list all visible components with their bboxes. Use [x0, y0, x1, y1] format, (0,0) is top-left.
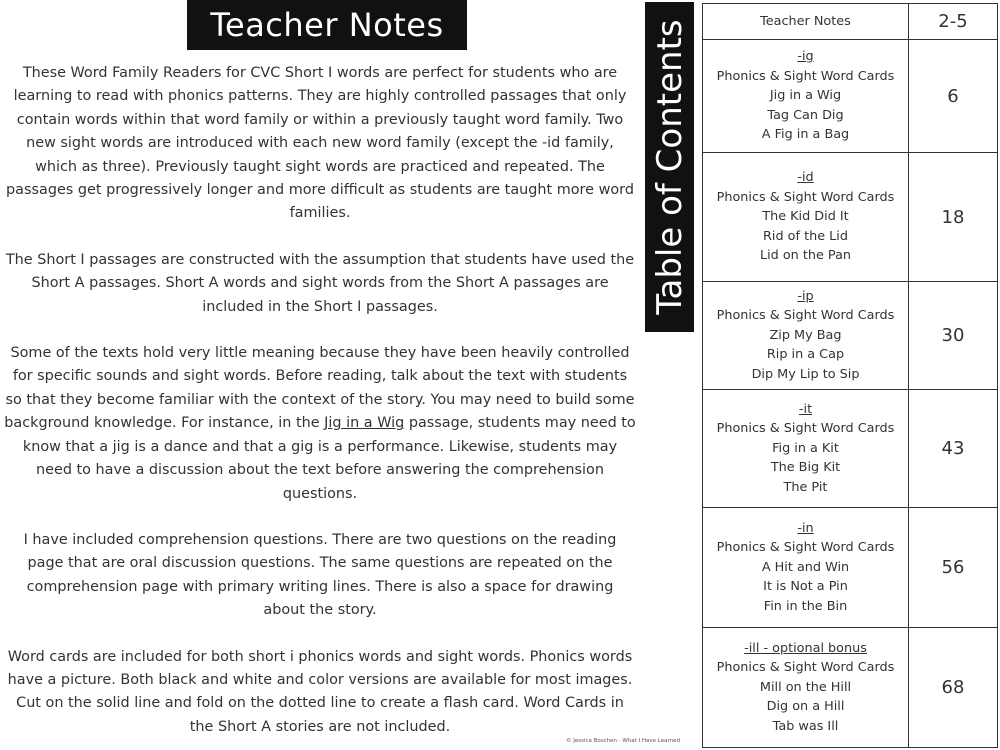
toc-page-number: 68 — [909, 628, 998, 748]
toc-entry — [703, 628, 909, 748]
toc-page-number: 6 — [909, 40, 998, 153]
toc-line: Fin in the Bin — [763, 598, 848, 614]
toc-line: The Kid Did It — [762, 209, 849, 225]
toc-row — [703, 390, 998, 508]
toc-line: Phonics & Sight Word Cards — [716, 421, 895, 437]
toc-row — [703, 40, 998, 153]
toc-row-teacher-notes — [703, 4, 998, 40]
page-title-box — [187, 0, 467, 50]
toc-line: Jig in a Wig — [769, 88, 842, 104]
toc-entry — [703, 390, 909, 508]
notes-paragraph-1: These Word Family Readers for CVC Short I words are perfect for students who are learning to read with phonics patterns. They are highly controlled passages that only contain words within that word family or within a previously taught word family. Two new sight words are introduced with each new word family (except the -id family, which as three). Previously taught sight words are practiced and repeated. The passages get progressively longer and more difficult as students are taught more word families. — [6, 65, 634, 222]
toc-entry-teacher-notes: Teacher Notes — [703, 4, 909, 40]
toc-line: Dig on a Hill — [766, 699, 845, 715]
toc-line: Tag Can Dig — [767, 107, 844, 123]
toc-line: A Fig in a Bag — [761, 127, 850, 143]
toc-entry — [703, 508, 909, 628]
toc-line: Mill on the Hill — [759, 679, 852, 695]
toc-line: The Big Kit — [770, 460, 841, 476]
notes-paragraph-2: The Short I passages are constructed with the assumption that students have used the Short A passages. Short A words and sight words from the Short A passages are included in the Short I passages. — [5, 251, 635, 315]
notes-paragraph-5: Word cards are included for both short i phonics words and sight words. Phonics words have a picture. Both black and white and color versions are available for most images. Cut on the solid line and fold on the dotted line to create a flash card. Word Cards in the Short A stories are not included. — [7, 648, 633, 735]
copyright-credit: © Jessica Boschen · What I Have Learned — [566, 738, 680, 744]
toc-entry — [703, 153, 909, 282]
word-family-label: -in — [797, 520, 814, 536]
toc-row — [703, 628, 998, 748]
toc-line: Phonics & Sight Word Cards — [716, 68, 895, 84]
toc-entry — [703, 282, 909, 390]
table-of-contents — [702, 3, 998, 748]
word-family-label: -ill - optional bonus — [744, 640, 867, 656]
toc-row — [703, 508, 998, 628]
toc-line: Phonics & Sight Word Cards — [716, 308, 895, 324]
toc-line: A Hit and Win — [761, 559, 850, 575]
toc-page-number: 18 — [909, 153, 998, 282]
page-title: Teacher Notes — [210, 6, 444, 44]
toc-page-number: 56 — [909, 508, 998, 628]
toc-line: Dip My Lip to Sip — [751, 366, 860, 382]
notes-paragraph-3-end: passage, students may need to know that a jig is a dance and that a gig is a performance. Likewise, students may need to have a discussion about the text before answering the comprehension questions. — [22, 415, 636, 502]
toc-entry — [703, 40, 909, 153]
word-family-label: -ig — [797, 49, 814, 65]
teacher-notes-text — [4, 62, 636, 739]
toc-line: Phonics & Sight Word Cards — [716, 189, 895, 205]
table-of-contents-banner — [645, 2, 694, 332]
jig-in-a-wig-reference: Jig in a Wig — [324, 415, 405, 432]
toc-line: The Pit — [783, 479, 828, 495]
toc-page-teacher-notes: 2-5 — [909, 4, 998, 40]
toc-line: It is Not a Pin — [763, 579, 848, 595]
toc-line: Lid on the Pan — [759, 248, 852, 264]
toc-line: Fig in a Kit — [772, 440, 839, 456]
word-family-label: -it — [798, 401, 813, 417]
toc-row — [703, 282, 998, 390]
toc-row — [703, 153, 998, 282]
toc-line: Phonics & Sight Word Cards — [716, 540, 895, 556]
toc-line: Zip My Bag — [769, 327, 842, 343]
toc-page-number: 43 — [909, 390, 998, 508]
toc-page-number: 30 — [909, 282, 998, 390]
word-family-label: -id — [797, 170, 814, 186]
toc-line: Rip in a Cap — [766, 347, 845, 363]
notes-paragraph-4: I have included comprehension questions. There are two questions on the reading page that are oral discussion questions. The same questions are repeated on the comprehension page with primary writing lines. There is also a space for drawing about the story. — [23, 531, 617, 619]
word-family-label: -ip — [797, 288, 814, 304]
toc-line: Phonics & Sight Word Cards — [716, 660, 895, 676]
toc-line: Tab was Ill — [772, 718, 839, 734]
notes-paragraph-3-start: Some of the texts hold very little meaning because they have been heavily controlled for specific sounds and sight words. Before reading, talk about the text with students so that they become familiar with the context of the story. You may need to build some background knowledge. For instance, in the — [4, 345, 635, 432]
table-of-contents-title: Table of Contents — [649, 19, 690, 315]
notes-paragraph-3 — [4, 342, 636, 506]
toc-line: Rid of the Lid — [763, 228, 848, 244]
